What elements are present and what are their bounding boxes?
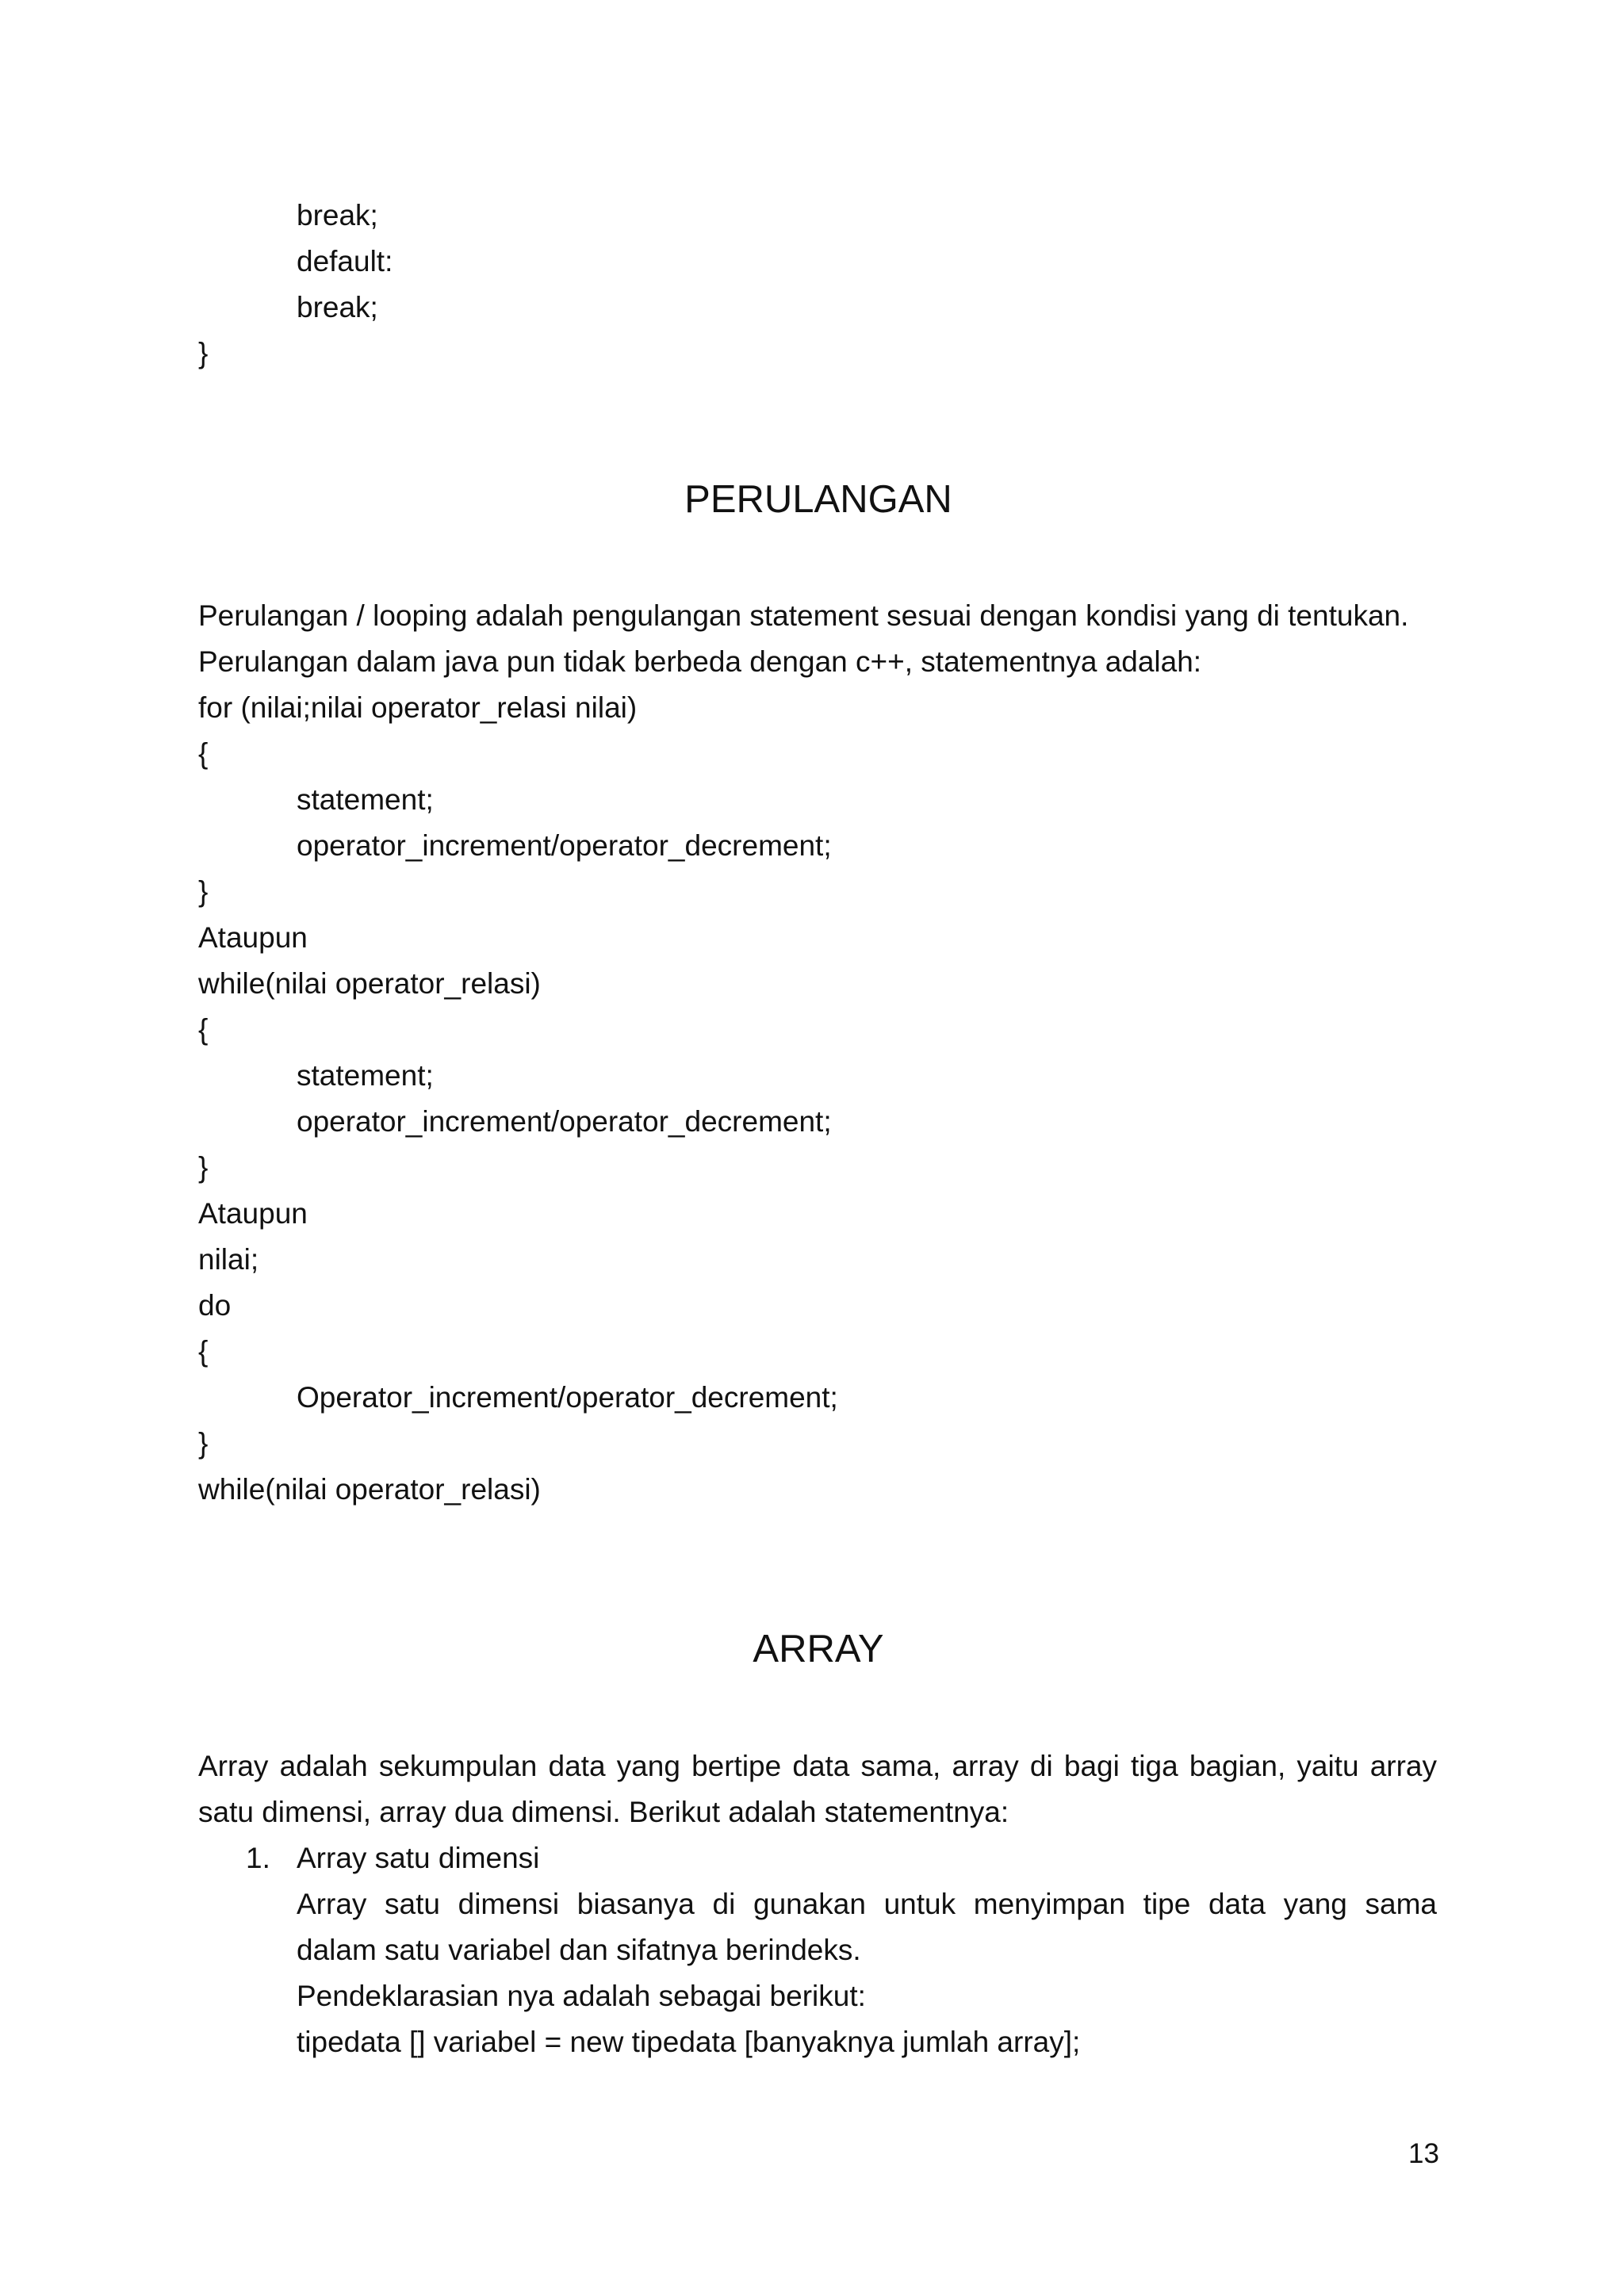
code-line: break;: [297, 199, 378, 232]
code-line: while(nilai operator_relasi): [198, 967, 541, 1000]
code-line: Operator_increment/operator_decrement;: [297, 1381, 838, 1414]
section-heading-array: ARRAY: [753, 1628, 884, 1670]
code-line: operator_increment/operator_decrement;: [297, 1105, 832, 1138]
code-line: {: [198, 1013, 209, 1046]
paragraph-line: Pendeklarasian nya adalah sebagai berikut:: [297, 1980, 866, 2012]
paragraph-line: dalam satu variabel dan sifatnya berindeks.: [297, 1934, 861, 1966]
code-line: }: [198, 1427, 209, 1460]
page-number: 13: [1408, 2138, 1439, 2169]
code-line: }: [198, 875, 209, 908]
paragraph-line: satu dimensi, array dua dimensi. Berikut adalah statementnya:: [198, 1796, 1009, 1828]
list-item-title: Array satu dimensi: [297, 1842, 540, 1874]
code-line: {: [198, 737, 209, 770]
code-line: statement;: [297, 1059, 434, 1092]
code-line: Ataupun: [198, 921, 308, 954]
section-heading-perulangan: PERULANGAN: [684, 478, 952, 521]
code-line: while(nilai operator_relasi): [198, 1473, 541, 1506]
code-line: for (nilai;nilai operator_relasi nilai): [198, 691, 638, 724]
paragraph-line: Array satu dimensi biasanya di gunakan untuk menyimpan tipe data yang sama: [297, 1888, 1437, 1920]
code-line: tipedata [] variabel = new tipedata [banyaknya jumlah array];: [297, 2026, 1081, 2058]
code-line: {: [198, 1335, 209, 1368]
code-line: default:: [297, 245, 393, 277]
paragraph-line: Array adalah sekumpulan data yang bertipe data sama, array di bagi tiga bagian, yaitu array: [198, 1750, 1437, 1782]
code-line: break;: [297, 291, 378, 323]
paragraph-line: Perulangan dalam java pun tidak berbeda dengan c++, statementnya adalah:: [198, 645, 1202, 678]
code-line: statement;: [297, 783, 434, 816]
code-line: do: [198, 1289, 232, 1322]
code-line: Ataupun: [198, 1197, 308, 1230]
paragraph-line: Perulangan / looping adalah pengulangan statement sesuai dengan kondisi yang di tentukan.: [198, 599, 1409, 632]
code-line: }: [198, 337, 209, 369]
code-line: nilai;: [198, 1243, 259, 1276]
list-number: 1.: [246, 1842, 270, 1874]
code-line: }: [198, 1151, 209, 1184]
code-line: operator_increment/operator_decrement;: [297, 829, 832, 862]
